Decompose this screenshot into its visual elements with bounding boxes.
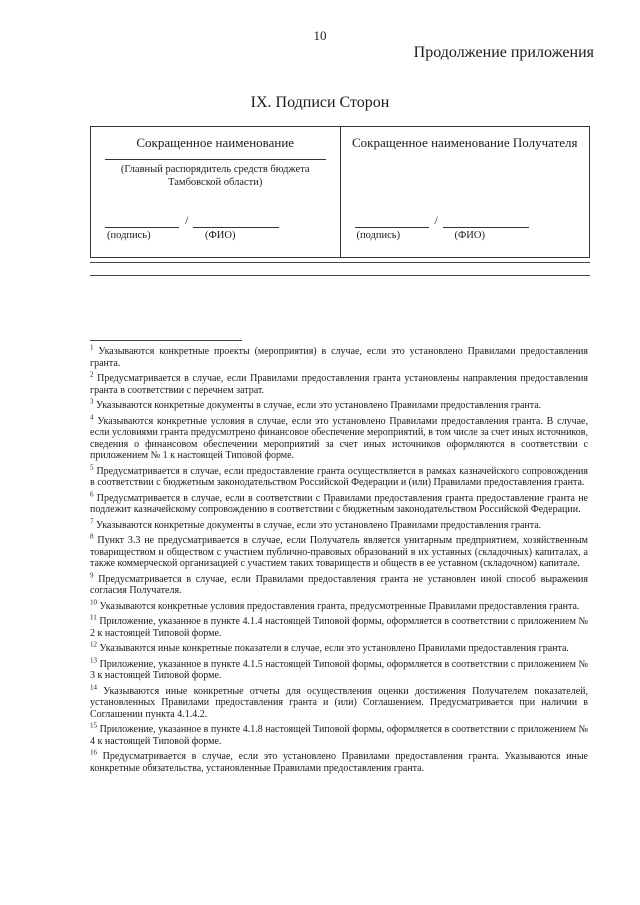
signature-caption: (подпись) [107, 230, 151, 241]
footnote-separator [90, 340, 242, 341]
footnote-item [90, 683, 589, 721]
distributor-subtitle: (Главный распорядитель средств бюджета Тамбовской области) [120, 164, 310, 188]
signature-caption: (подпись) [356, 230, 401, 241]
signature-table [90, 126, 590, 258]
footnote-text: Предусматривается в случае, если в соответствии с Правилами предоставления гранта предоставление гранта не подлежит казначейскому сопровождению в соответствии с бюджетным законодательством Российской Федерации. [90, 492, 588, 515]
footnote-number: 5 [90, 463, 94, 472]
fio-caption: (ФИО) [454, 230, 485, 241]
footnote-text: Предусматривается в случае, если Правилами предоставления гранта не установлен иной способ выражения согласия Получателя. [90, 573, 589, 596]
footnote-number: 12 [90, 640, 97, 649]
footnotes [90, 343, 589, 778]
footnote-text: Указываются иные конкретные отчеты для осуществления оценки достижения Получателем показателей, установленных Правилами предоставления гранта и (или) Соглашением. Предусматривается при наличии в Соглашении пункта 4.1.4.2. [90, 685, 589, 720]
footnote-item [90, 343, 588, 369]
fio-line [443, 227, 529, 228]
footnote-number: 1 [90, 343, 94, 352]
fio-caption: (ФИО) [205, 230, 236, 241]
fio-line [193, 227, 279, 228]
signature-column-recipient [340, 127, 590, 257]
footnote-item [90, 397, 588, 412]
footnote-text: Приложение, указанное в пункте 4.1.4 настоящей Типовой формы, оформляется в соответствии с приложением № 2 к настоящей Типовой форме. [90, 616, 589, 639]
signature-column-distributor [91, 127, 340, 257]
footnote-item [90, 748, 588, 774]
divider-line [90, 275, 590, 276]
footnote-item [90, 613, 589, 639]
distributor-header: Сокращенное наименование [136, 135, 295, 150]
page-number: 10 [313, 28, 327, 43]
name-line [105, 159, 326, 160]
footnote-item [90, 656, 589, 682]
footnote-text: Приложение, указанное в пункте 4.1.8 настоящей Типовой формы, оформляется в соответствии с приложением № 4 к настоящей Типовой форме. [90, 724, 589, 747]
footnote-number: 6 [90, 490, 94, 499]
footnote-item [90, 490, 588, 516]
signature-row [349, 209, 582, 243]
footnote-text: Указываются иные конкретные показатели в случае, если это установлено Правилами предоставления гранта. [99, 643, 569, 654]
footnote-number: 2 [90, 370, 94, 379]
signature-line [355, 227, 429, 228]
footnote-number: 3 [90, 397, 94, 406]
footnote-number: 4 [90, 413, 94, 422]
footnote-number: 14 [90, 683, 97, 692]
signature-line [105, 227, 179, 228]
divider-line [90, 262, 590, 263]
footnote-text: Указываются конкретные документы в случае, если это установлено Правилами предоставления гранта. [96, 519, 542, 531]
footnote-number: 7 [90, 517, 94, 526]
footnote-number: 11 [90, 613, 97, 622]
footnote-text: Предусматривается в случае, если предоставление гранта осуществляется в рамках казначейского сопровождения в соответствии с бюджетным законодательством Российской Федерации и (или) Правилами предоставления гранта. [90, 465, 589, 488]
footnote-number: 10 [90, 598, 97, 607]
footnote-text: Пункт 3.3 не предусматривается в случае, если Получатель является унитарным предприятием, хозяйственным товариществом и обществом с участием публично-правовых образований в их уставных (складочных) капиталах, а также коммерческой организацией с участием таких товариществ и обществ в ее уставном (складочном) капитале. [90, 535, 588, 569]
footnote-item [90, 517, 588, 532]
signature-row [99, 209, 332, 243]
footnote-text: Указываются конкретные условия в случае, если это установлено Правилами предоставления гранта. В случае, если условиями гранта предусмотрено финансовое обеспечение мероприятий, в том числе за счет иных источников, сведения о финансовом обеспечении мероприятий за счет иных источников оформляются в соответствии с приложением № 1 к настоящей Типовой форме. [90, 415, 588, 461]
continuation-label: Продолжение приложения [413, 44, 594, 61]
footnote-item [90, 413, 588, 462]
footnote-number: 9 [90, 571, 94, 580]
slash-separator: / [434, 213, 438, 227]
footnote-text: Предусматривается в случае, если это установлено Правилами предоставления гранта. Указываются иные конкретные обязательства, установленные Правилами предоставления гранта. [90, 751, 588, 774]
footnote-number: 13 [90, 656, 97, 665]
footnote-item [90, 532, 588, 570]
footnote-item [90, 598, 588, 613]
footnote-item [90, 571, 589, 597]
footnote-number: 8 [90, 532, 94, 541]
footnote-number: 16 [90, 748, 97, 757]
footnote-item [90, 640, 588, 655]
recipient-header: Сокращенное наименование Получателя [351, 135, 578, 150]
footnote-text: Указываются конкретные условия предоставления гранта, предусмотренные Правилами предоставления гранта. [99, 600, 580, 612]
footnote-number: 15 [90, 721, 97, 730]
footnote-text: Приложение, указанное в пункте 4.1.5 настоящей Типовой формы, оформляется в соответствии с приложением № 3 к настоящей Типовой форме. [90, 658, 589, 681]
footnote-text: Предусматривается в случае, если Правилами предоставления гранта установлены направления предоставления гранта в соответствии с перечнем затрат. [90, 373, 588, 396]
footnote-item [90, 463, 589, 489]
footnote-text: Указываются конкретные документы в случае, если это установлено Правилами предоставления гранта. [96, 400, 542, 411]
slash-separator: / [185, 213, 189, 227]
section-title: IX. Подписи Сторон [250, 94, 390, 111]
footnote-item [90, 721, 589, 747]
footnote-text: Указываются конкретные проекты (мероприятия) в случае, если это установлено Правилами предоставления гранта. [90, 346, 588, 369]
footnote-item [90, 370, 588, 396]
